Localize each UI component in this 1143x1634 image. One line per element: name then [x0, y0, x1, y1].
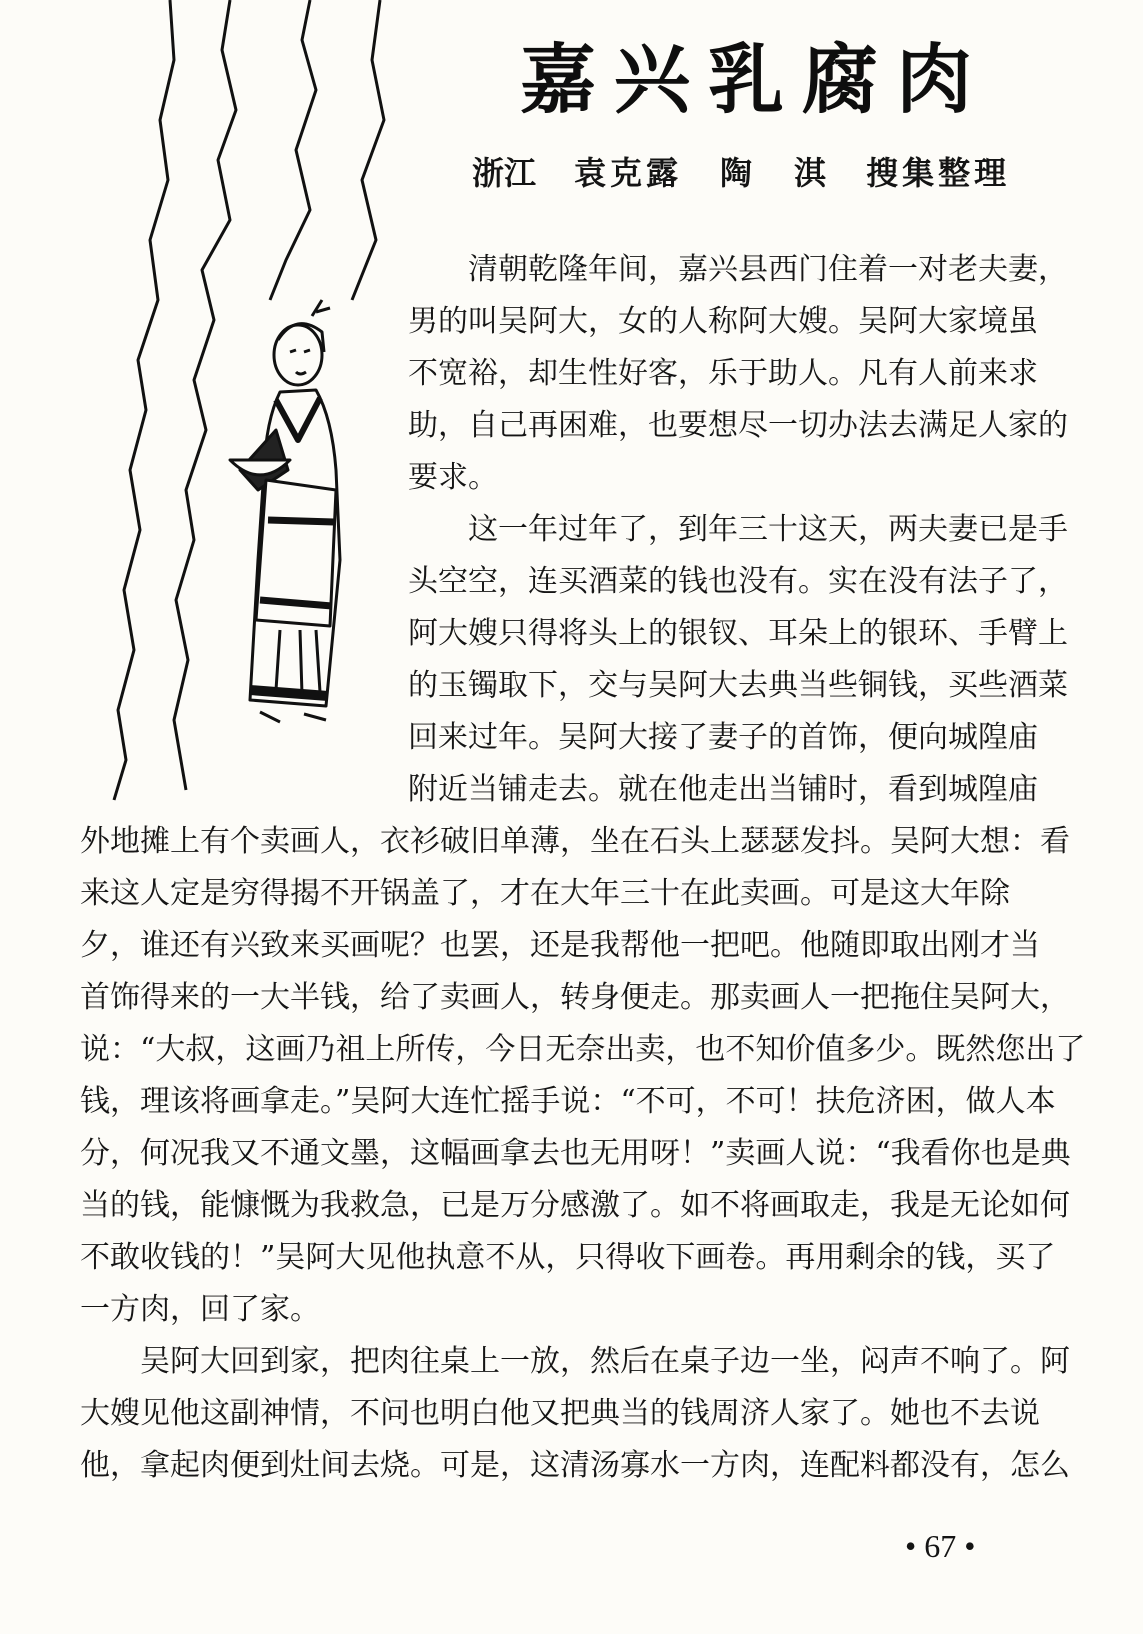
page-number: • 67 •	[905, 1528, 976, 1564]
byline	[472, 150, 1010, 196]
text-line: 清朝乾隆年间，嘉兴县西门住着一对老夫妻，	[468, 252, 1068, 287]
text-line: 男的叫吴阿大，女的人称阿大嫂。吴阿大家境虽	[408, 304, 1038, 339]
text-line: 分，何况我又不通文墨，这幅画拿去也无用呀！”卖画人说：“我看你也是典	[80, 1136, 1071, 1171]
byline-role: 搜集整理	[866, 154, 1011, 192]
rock-outline-left-inner	[174, 0, 236, 790]
text-line: 回来过年。吴阿大接了妻子的首饰，便向城隍庙	[408, 720, 1038, 755]
article-title: 嘉兴乳腐肉	[520, 35, 990, 124]
text-line: 当的钱，能慷慨为我救急，已是万分感激了。如不将画取走，我是无论如何	[80, 1188, 1070, 1223]
text-line: 不敢收钱的！”吴阿大见他执意不从，只得收下画卷。再用剩余的钱，买了	[80, 1240, 1056, 1275]
figure-feet	[260, 712, 326, 722]
text-line: 外地摊上有个卖画人，衣衫破旧单薄，坐在石头上瑟瑟发抖。吴阿大想：看	[80, 824, 1070, 859]
text-line: 一方肉，回了家。	[80, 1292, 320, 1327]
text-line: 吴阿大回到家，把肉往桌上一放，然后在桌子边一坐，闷声不响了。阿	[140, 1344, 1070, 1379]
text-line: 头空空，连买酒菜的钱也没有。实在没有法子了，	[408, 564, 1068, 599]
byline-author-1: 袁克露	[574, 154, 683, 192]
woman-holding-bowl-illustration	[90, 0, 390, 830]
text-line: 附近当铺走去。就在他走出当铺时，看到城隍庙	[408, 772, 1038, 807]
text-line: 首饰得来的一大半钱，给了卖画人，转身便走。那卖画人一把拖住吴阿大，	[80, 980, 1070, 1015]
text-line: 要求。	[408, 460, 498, 495]
text-line: 钱，理该将画拿走。”吴阿大连忙摇手说：“不可，不可！扶危济困，做人本	[80, 1084, 1056, 1119]
text-line: 他，拿起肉便到灶间去烧。可是，这清汤寡水一方肉，连配料都没有，怎么	[80, 1448, 1070, 1483]
byline-author-2: 陶	[720, 154, 757, 192]
text-line: 这一年过年了，到年三十这天，两夫妻已是手	[468, 512, 1068, 547]
text-line: 夕，谁还有兴致来买画呢？也罢，还是我帮他一把吧。他随即取出刚才当	[80, 928, 1040, 963]
rock-outline-right-outer	[352, 0, 384, 300]
text-line: 来这人定是穷得揭不开锅盖了，才在大年三十在此卖画。可是这大年除	[80, 876, 1010, 911]
byline-author-3: 淇	[794, 154, 831, 192]
rock-outline-left	[114, 0, 174, 800]
figure-skirt-hem	[250, 690, 328, 696]
text-line: 阿大嫂只得将头上的银钗、耳朵上的银环、手臂上	[408, 616, 1068, 651]
text-line: 不宽裕，却生性好客，乐于助人。凡有人前来求	[408, 356, 1038, 391]
text-line: 说：“大叔，这画乃祖上所传，今日无奈出卖，也不知价值多少。既然您出了	[80, 1032, 1086, 1067]
text-line: 大嫂见他这副神情，不问也明白他又把典当的钱周济人家了。她也不去说	[80, 1396, 1040, 1431]
rock-outline-right	[270, 0, 316, 300]
byline-region: 浙江	[472, 154, 537, 192]
text-line: 助，自己再困难，也要想尽一切办法去满足人家的	[408, 408, 1068, 443]
text-line: 的玉镯取下，交与吴阿大去典当些铜钱，买些酒菜	[408, 668, 1068, 703]
